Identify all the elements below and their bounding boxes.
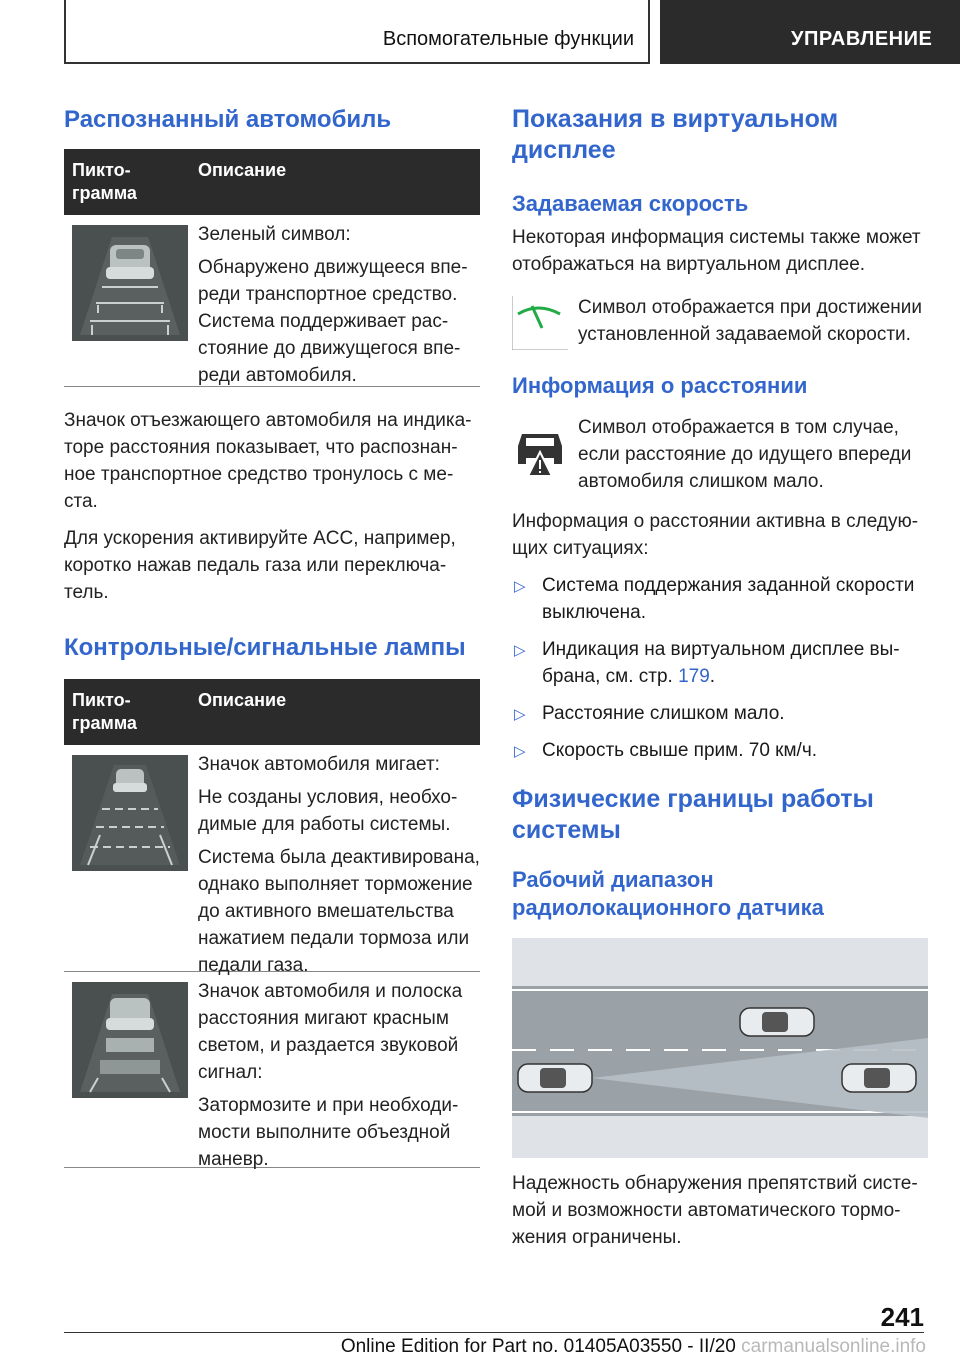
paragraph-speed-intro: Некоторая информация системы также может отображаться на виртуальном дисплее. [512,227,921,275]
description-line: Значок автомобиля и полоска расстояния мигают красным светом, и раздается звуковой сигнал: [198,981,463,1083]
heading-virtual-display: Показания в виртуальном дисплее [512,105,839,164]
set-speed-symbol [512,294,568,350]
distance-symbol-row [512,414,928,496]
description-line: Значок автомобиля мигает: [198,754,440,775]
car-ahead-pictogram [72,225,188,341]
list-item-text: Система поддержания заданной скорости выключена. [542,575,915,623]
section-subtitle: Вспомогательные функции [382,28,634,50]
car-warning-triangle-icon [512,422,568,478]
car-blinking-pictogram [72,755,188,871]
paragraph-radar-note: Надежность обнаружения препятствий систе-мой и возможности автоматического тормо-жения ограничены. [512,1173,918,1248]
list-item-text: Индикация на виртуальном дисплее вы-брана, см. стр. [542,639,900,687]
triangle-bullet-icon: ▷ [514,578,526,595]
description-line: Зеленый символ: [198,224,351,245]
row-description [198,745,480,995]
heading-warning-lamps: Контрольные/сигнальные лампы [64,634,466,661]
paragraph-distance-active: Информация о расстоянии активна в следую-щих ситуациях: [512,511,919,559]
heading-recognized-vehicle: Распознанный автомобиль [64,106,392,133]
table-header [64,149,480,215]
list-item-text: Расстояние слишком мало. [542,703,785,724]
list-item [512,636,928,690]
col-description-header: Описание [198,690,287,710]
paragraph-acc-accelerate: Для ускорения активируйте ACC, например, коротко нажав педаль газа или переключа-тель. [64,528,456,603]
speedometer-arc-icon [512,294,568,350]
heading-radar-range: Рабочий диапазон радиолокационного датчика [512,867,824,920]
list-item-text: Скорость свыше прим. 70 км/ч. [542,740,817,761]
col-pictogram-header: Пикто-грамма [72,690,137,733]
car-ahead-icon [72,225,188,341]
table-row [64,972,480,1168]
far-car-icon [842,1064,916,1092]
chapter-tab: УПРАВЛЕНИЕ [660,0,960,64]
description-line: Система была деактивирована, однако выполняет торможение до активного вмешательства нажатием педали тормоза или педали газа. [198,847,480,976]
col-description-header: Описание [198,160,287,180]
page-link[interactable]: 179 [678,666,710,687]
list-item-tail: . [709,666,716,687]
car-red-warning-pictogram [72,982,188,1098]
list-item [512,737,928,764]
own-car-icon [518,1064,592,1092]
row-description [198,972,480,1189]
table-row [64,215,480,387]
radar-range-illustration [512,938,928,1158]
col-pictogram-header: Пикто-грамма [72,160,137,203]
footer-rule [64,1332,924,1333]
right-column [512,104,928,1251]
pictogram-table-1 [64,149,480,387]
conditions-list [512,572,928,764]
table-row [64,745,480,976]
distance-warning-symbol [512,422,568,478]
triangle-bullet-icon: ▷ [514,642,526,659]
heading-physical-limits: Физические границы работы системы [512,785,874,844]
heading-set-speed: Задаваемая скорость [512,191,749,216]
distance-symbol-text: Символ отображается в том случае, если расстояние до идущего впереди автомобиля слишком мало. [578,417,912,492]
header-frame [64,0,650,64]
speed-symbol-row [512,294,928,354]
pictogram-table-2 [64,679,480,1168]
speed-symbol-text: Символ отображается при достижении установленной задаваемой скорости. [578,297,922,345]
edition-text: Online Edition for Part no. 01405A03550 - II/20 [340,1336,736,1357]
left-column [64,104,480,1168]
triangle-bullet-icon: ▷ [514,743,526,760]
radar-diagram-icon [512,938,928,1158]
page-number: 241 [880,1302,924,1332]
footer-edition [341,1336,926,1358]
description-line: Не созданы условия, необхо-димые для работы системы. [198,787,458,835]
car-blinking-icon [72,755,188,871]
watermark-text: carmanualsonline.info [741,1336,926,1357]
paragraph-departing-vehicle: Значок отъезжающего автомобиля на индика-торе расстояния показывает, что распознан-ное транспортное средство тронулось с ме-ста. [64,410,472,512]
list-item [512,700,928,727]
lead-car-icon [740,1008,814,1036]
table-header [64,679,480,745]
car-distance-warning-icon [72,982,188,1098]
list-item [512,572,928,626]
triangle-bullet-icon: ▷ [514,706,526,723]
row-description [198,215,480,405]
heading-distance-info: Информация о расстоянии [512,373,808,398]
description-line: Обнаружено движущееся впе-реди транспортное средство. Система поддерживает рас-стояние до движущегося впе-реди автомобиля. [198,257,468,386]
description-line: Затормозите и при необходи-мости выполните объездной маневр. [198,1095,459,1170]
